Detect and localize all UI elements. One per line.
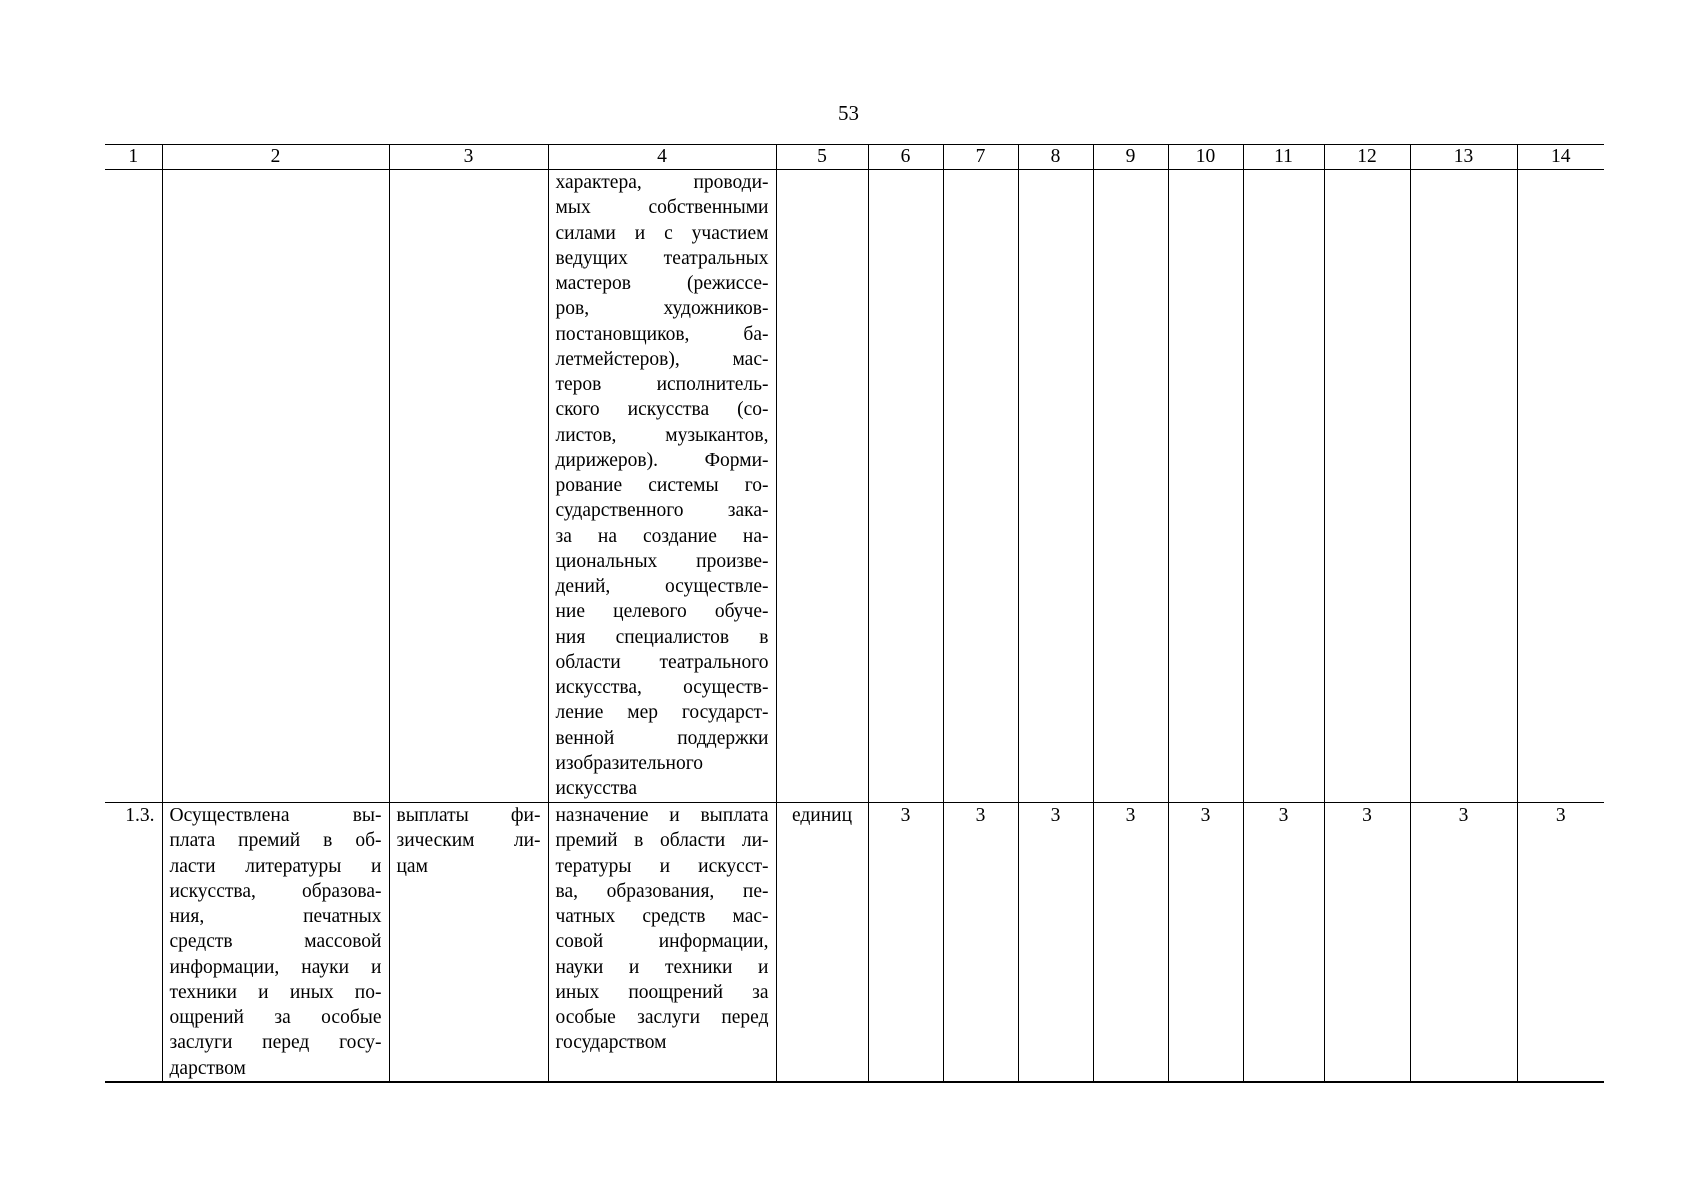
column-header: 5 (776, 145, 868, 170)
text-line: выплаты фи- (396, 805, 541, 826)
text-line: рование системы го- (555, 475, 769, 496)
cell-empty (1410, 170, 1517, 803)
column-header: 2 (162, 145, 389, 170)
text-line: совой информации, (555, 931, 769, 953)
indicator-name-cell (389, 803, 548, 1082)
text-line: Осуществлена вы- (169, 805, 382, 826)
value-cell: 3 (1093, 803, 1168, 1082)
cell-empty (1168, 170, 1243, 803)
text-line: ведущих театральных (555, 247, 769, 269)
text-line: мастеров (режиссе- (555, 273, 769, 294)
text-line: ласти литературы и (169, 855, 382, 877)
text-line: премий в области ли- (555, 830, 769, 852)
text-line: листов, музыкантов, (555, 424, 769, 446)
text-line: зическим ли- (396, 830, 541, 852)
column-header: 9 (1093, 145, 1168, 170)
text-line: техники и иных по- (169, 981, 382, 1003)
value-cell: 3 (1243, 803, 1324, 1082)
value-cell: 3 (943, 803, 1018, 1082)
measure-description-cell (548, 170, 776, 803)
unit-cell: единиц (776, 803, 868, 1082)
text-line: чатных средств мас- (555, 906, 769, 927)
value-cell: 3 (1410, 803, 1517, 1082)
cell-empty (389, 170, 548, 803)
text-line: за на создание на- (555, 525, 769, 547)
text-line: дирижеров). Форми- (555, 449, 769, 471)
text-line: особые заслуги перед (555, 1007, 769, 1028)
text-line: искусства, осуществ- (555, 677, 769, 698)
text-line: дарством (169, 1057, 246, 1079)
cell-empty (1324, 170, 1410, 803)
column-header: 7 (943, 145, 1018, 170)
text-line: ров, художников- (555, 298, 769, 320)
text-line: теров исполнитель- (555, 374, 769, 395)
text-line: ние целевого обуче- (555, 601, 769, 623)
column-header: 3 (389, 145, 548, 170)
text-line: характера, проводи- (555, 172, 769, 193)
text-line: ва, образования, пе- (555, 880, 769, 902)
text-line: плата премий в об- (169, 830, 382, 852)
text-line: летмейстеров), мас- (555, 348, 769, 370)
value-cell: 3 (1517, 803, 1604, 1082)
text-line: циональных произве- (555, 550, 769, 572)
cell-empty (943, 170, 1018, 803)
text-line: ощрений за особые (169, 1007, 382, 1028)
cell-empty (1517, 170, 1604, 803)
text-line: ление мер государст- (555, 702, 769, 724)
text-line: информации, науки и (169, 956, 382, 978)
data-table (105, 144, 1604, 1083)
text-line: ния специалистов в (555, 626, 769, 648)
cell-empty (776, 170, 868, 803)
text-line: области театрального (555, 651, 769, 673)
text-line: цам (396, 855, 428, 877)
cell-empty (1243, 170, 1324, 803)
cell-empty (1018, 170, 1093, 803)
text-line: ния, печатных (169, 906, 382, 927)
column-header: 6 (868, 145, 943, 170)
row-number-cell: 1.3. (105, 803, 162, 1082)
column-header: 1 (105, 145, 162, 170)
text-line: заслуги перед госу- (169, 1032, 382, 1054)
text-line: искусства, образова- (169, 880, 382, 902)
text-line: силами и с участием (555, 222, 769, 244)
column-number-header-row (105, 145, 1604, 170)
value-cell: 3 (1168, 803, 1243, 1082)
text-line: ского искусства (со- (555, 399, 769, 421)
text-line: постановщиков, ба- (555, 323, 769, 345)
value-cell: 3 (868, 803, 943, 1082)
text-line: мых собственными (555, 197, 769, 219)
cell-empty (162, 170, 389, 803)
column-header: 11 (1243, 145, 1324, 170)
text-line: искусства (555, 778, 637, 799)
value-cell: 3 (1324, 803, 1410, 1082)
cell-empty (868, 170, 943, 803)
column-header: 13 (1410, 145, 1517, 170)
page-number: 53 (838, 101, 859, 125)
table-row (105, 170, 1604, 803)
value-cell: 3 (1018, 803, 1093, 1082)
result-description-cell (162, 803, 389, 1082)
text-line: иных поощрений за (555, 981, 769, 1003)
column-header: 8 (1018, 145, 1093, 170)
column-header: 4 (548, 145, 776, 170)
cell-empty (105, 170, 162, 803)
text-line: сударственного зака- (555, 500, 769, 522)
text-line: изобразительного (555, 752, 703, 774)
text-line: тературы и искусст- (555, 855, 769, 877)
text-line: дений, осуществле- (555, 576, 769, 597)
column-header: 10 (1168, 145, 1243, 170)
table-row (105, 803, 1604, 1082)
cell-empty (1093, 170, 1168, 803)
column-header: 14 (1517, 145, 1604, 170)
text-line: средств массовой (169, 931, 382, 953)
column-header: 12 (1324, 145, 1410, 170)
measure-description-cell (548, 803, 776, 1082)
text-line: назначение и выплата (555, 805, 769, 826)
text-line: науки и техники и (555, 956, 769, 978)
text-line: государством (555, 1032, 667, 1054)
text-line: венной поддержки (555, 727, 769, 749)
